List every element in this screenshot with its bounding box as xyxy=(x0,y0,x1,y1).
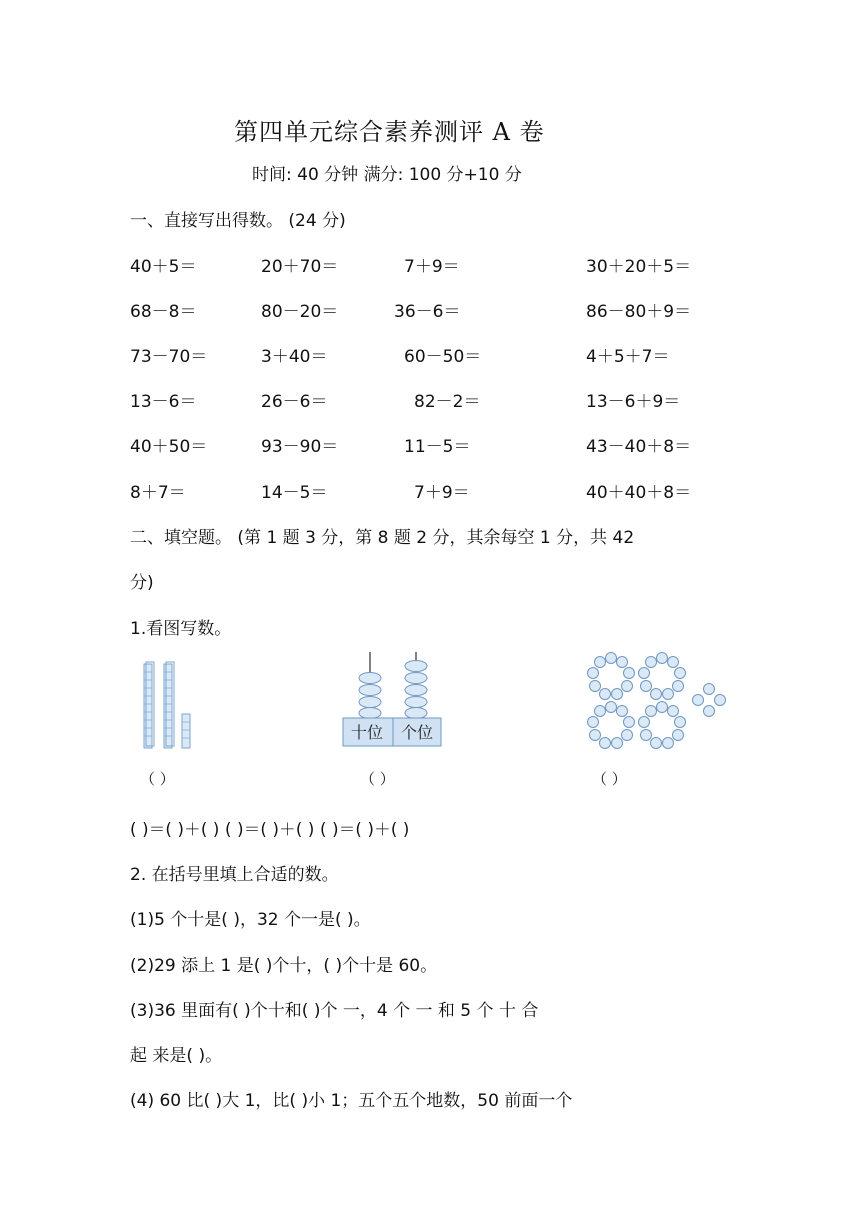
bead xyxy=(405,673,427,684)
ten-stick xyxy=(164,664,172,748)
answer-bracket[interactable]: （ ） xyxy=(592,770,627,788)
bead xyxy=(405,685,427,696)
arith-item: 36－6＝ xyxy=(394,302,461,322)
question-2-item: (3)36 里面有( )个十和( )个 一，4 个 一 和 5 个 十 合 xyxy=(130,1001,539,1021)
arith-item: 40＋5＝ xyxy=(130,257,197,277)
single-bead xyxy=(704,706,715,717)
single-bead xyxy=(704,684,715,695)
exam-info: 时间: 40 分钟 满分: 100 分+10 分 xyxy=(252,165,522,185)
arith-item: 30＋20＋5＝ xyxy=(586,257,692,277)
arith-item: 68－8＝ xyxy=(130,302,197,322)
arith-item: 4＋5＋7＝ xyxy=(586,347,670,367)
arith-item: 82－2＝ xyxy=(414,392,481,412)
arith-item: 13－6＋9＝ xyxy=(586,392,681,412)
question-2-item: (1)5 个十是( )，32 个一是( )。 xyxy=(130,910,371,930)
decomposition-equations[interactable]: ( )＝( )＋( ) ( )＝( )＋( ) ( )＝( )＋( ) xyxy=(130,820,410,839)
single-bead xyxy=(715,695,726,706)
arith-item: 11－5＝ xyxy=(404,437,471,457)
arith-item: 8＋7＝ xyxy=(130,483,186,503)
arith-item: 73－70＝ xyxy=(130,347,208,367)
bead xyxy=(359,685,381,696)
arith-item: 60－50＝ xyxy=(404,347,482,367)
arith-item: 13－6＝ xyxy=(130,392,197,412)
arith-item: 40＋50＝ xyxy=(130,437,208,457)
answer-bracket[interactable]: （ ） xyxy=(140,770,175,788)
abacus-tens-label: 十位 xyxy=(350,723,384,742)
question-2-item: (2)29 添上 1 是( )个十，( )个十是 60。 xyxy=(130,956,438,976)
ten-sticks-figure xyxy=(136,660,198,752)
single-bead xyxy=(693,695,704,706)
bead xyxy=(405,661,427,672)
question-2-item-cont: 起 来是( )。 xyxy=(130,1046,223,1066)
arith-item: 43－40＋8＝ xyxy=(586,437,692,457)
bead xyxy=(405,708,427,719)
bead xyxy=(359,697,381,708)
question-1-label: 1.看图写数。 xyxy=(130,619,232,639)
arith-item: 7＋9＝ xyxy=(404,257,460,277)
page-title: 第四单元综合素养测评 A 卷 xyxy=(234,118,545,146)
bead-ring xyxy=(588,702,635,749)
answer-bracket[interactable]: （ ） xyxy=(360,770,395,788)
bead-ring xyxy=(639,653,686,700)
bead-ring xyxy=(588,653,635,700)
bead xyxy=(359,708,381,719)
arith-item: 26－6＝ xyxy=(261,392,328,412)
arith-item: 80－20＝ xyxy=(261,302,339,322)
arith-item: 93－90＝ xyxy=(261,437,339,457)
bead xyxy=(405,697,427,708)
section2-heading-cont: 分) xyxy=(130,573,154,593)
arith-item: 7＋9＝ xyxy=(414,483,470,503)
section1-heading: 一、直接写出得数。 (24 分) xyxy=(130,211,346,231)
question-2-label: 2. 在括号里填上合适的数。 xyxy=(130,865,339,885)
arith-item: 14－5＝ xyxy=(261,483,328,503)
bead xyxy=(359,673,381,684)
abacus-ones-label: 个位 xyxy=(400,723,434,742)
question-2-item: (4) 60 比( )大 1，比( )小 1；五个五个地数，50 前面一个 xyxy=(130,1091,573,1111)
bead-ring xyxy=(639,702,686,749)
section2-heading: 二、填空题。 (第 1 题 3 分，第 8 题 2 分，其余每空 1 分，共 42 xyxy=(130,528,635,548)
arith-item: 20＋70＝ xyxy=(261,257,339,277)
bead-groups-figure xyxy=(584,650,728,750)
ten-stick xyxy=(144,664,152,748)
arith-item: 40＋40＋8＝ xyxy=(586,483,692,503)
arith-item: 3＋40＝ xyxy=(261,347,328,367)
abacus-figure xyxy=(340,650,444,750)
arith-item: 86－80＋9＝ xyxy=(586,302,692,322)
unit-sticks xyxy=(182,714,190,748)
